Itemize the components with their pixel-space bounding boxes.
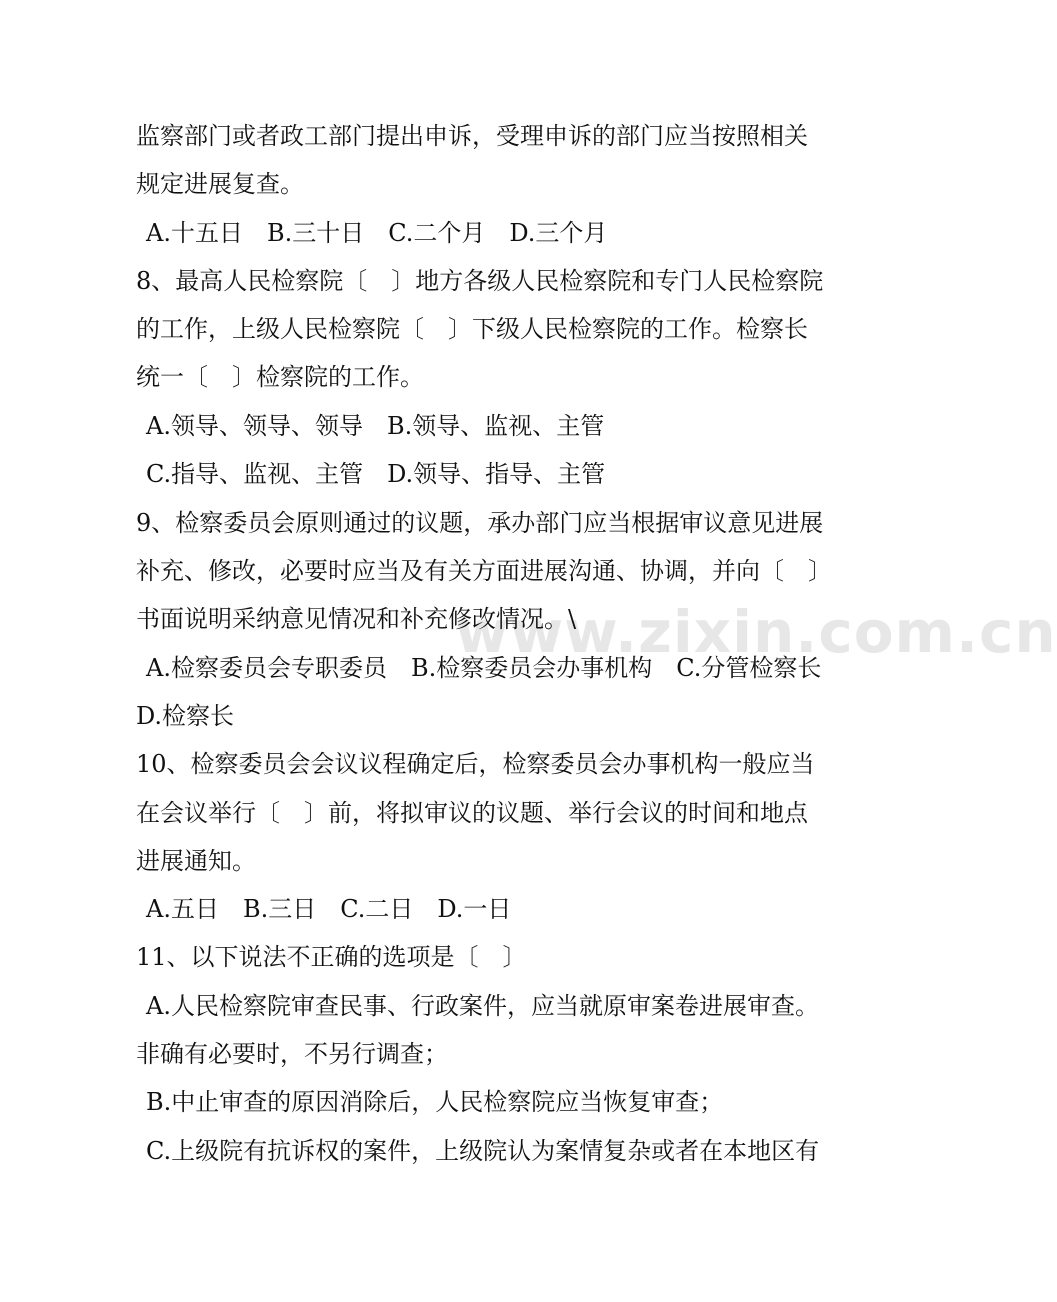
text-line-2: 规定进展复查。 xyxy=(136,170,304,198)
question-10-line-3: 进展通知。 xyxy=(136,847,256,875)
option-line-q10: A.五日 B.三日 C.二日 D.一日 xyxy=(146,895,512,923)
question-9-line-2: 补充、修改，必要时应当及有关方面进展沟通、协调，并向〔 〕 xyxy=(136,557,832,585)
question-8-line-1: 8、最高人民检察院〔 〕地方各级人民检察院和专门人民检察院 xyxy=(136,267,824,295)
question-10-line-1: 10、检察委员会会议议程确定后，检察委员会办事机构一般应当 xyxy=(136,750,815,778)
question-11-line-1: 11、以下说法不正确的选项是〔 〕 xyxy=(136,943,527,971)
option-line-q9-d: D.检察长 xyxy=(136,702,235,730)
text-line-1: 监察部门或者政工部门提出申诉，受理申诉的部门应当按照相关 xyxy=(136,122,808,150)
option-line-q11-a-2: 非确有必要时，不另行调查； xyxy=(136,1040,448,1068)
watermark: www.zixin.com.cn xyxy=(455,598,1057,666)
option-line-q11-c: C.上级院有抗诉权的案件，上级院认为案情复杂或者在本地区有 xyxy=(146,1137,820,1165)
question-9-line-1: 9、检察委员会原则通过的议题，承办部门应当根据审议意见进展 xyxy=(136,509,824,537)
question-10-line-2: 在会议举行〔 〕前，将拟审议的议题、举行会议的时间和地点 xyxy=(136,799,808,827)
option-line-q7: A.十五日 B.三十日 C.二个月 D.三个月 xyxy=(146,219,608,247)
option-line-q9-abc: A.检察委员会专职委员 B.检察委员会办事机构 C.分管检察长 xyxy=(146,654,822,682)
option-line-q8-ab: A.领导、领导、领导 B.领导、监视、主管 xyxy=(146,412,605,440)
question-9-line-3: 书面说明采纳意见情况和补充修改情况。\ xyxy=(136,605,577,633)
question-8-line-3: 统一〔 〕检察院的工作。 xyxy=(136,363,424,391)
question-8-line-2: 的工作，上级人民检察院〔 〕下级人民检察院的工作。检察长 xyxy=(136,315,808,343)
option-line-q11-a-1: A.人民检察院审查民事、行政案件，应当就原审案卷进展审查。 xyxy=(146,992,819,1020)
option-line-q11-b: B.中止审查的原因消除后，人民检察院应当恢复审查； xyxy=(146,1088,724,1116)
option-line-q8-cd: C.指导、监视、主管 D.领导、指导、主管 xyxy=(146,460,606,488)
